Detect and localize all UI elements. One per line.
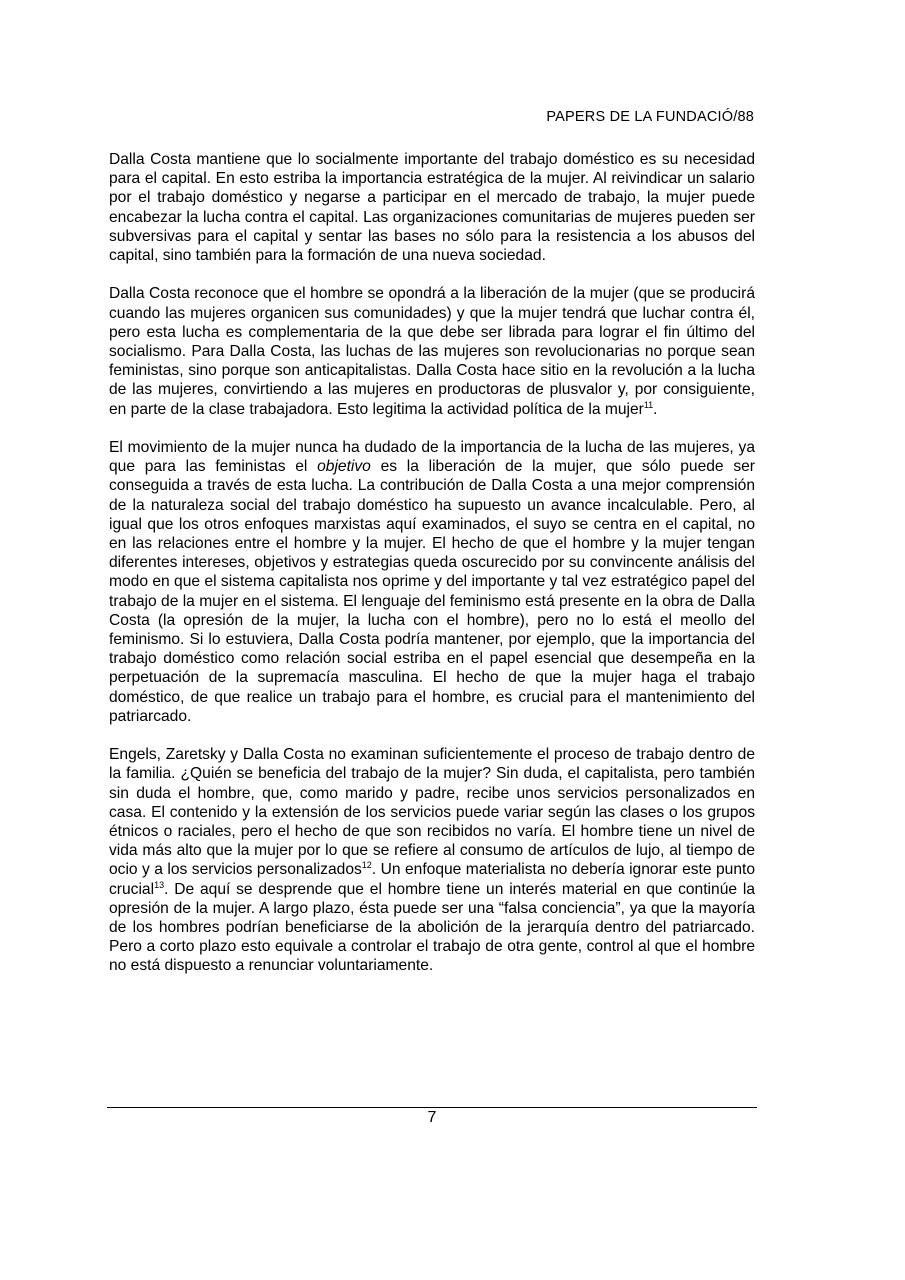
paragraph-2 [109, 284, 755, 418]
paragraph-1: Dalla Costa mantiene que lo socialmente importante del trabajo doméstico es su necesidad para el capital. En esto estriba la importancia estratégica de la mujer. Al reivindicar un salario por el trabajo doméstico y negarse a participar en el mercado de trabajo, la mujer puede encabezar la lucha contra el capital. Las organizaciones comunitarias de mujeres pueden ser subversivas para el capital y sentar las bases no sólo para la resistencia a los abusos del capital, sino también para la formación de una nueva sociedad. [109, 151, 755, 265]
paragraph-3 [109, 438, 755, 726]
footnote-ref-11[interactable]: 11 [643, 399, 654, 410]
paragraph-2-end: . [653, 400, 658, 418]
footnote-ref-12[interactable]: 12 [361, 860, 372, 871]
footnote-ref-13[interactable]: 13 [154, 879, 165, 890]
paragraph-3-text-start: El movimiento de la mujer nunca ha dudado de la importancia de la lucha de las mujeres, ya que para las feministas el [109, 439, 755, 476]
paragraph-4 [109, 745, 755, 975]
footer-divider [107, 1107, 757, 1108]
paragraph-4-part-1: Engels, Zaretsky y Dalla Costa no examinan suficientemente el proceso de trabajo dentro de la familia. ¿Quién se beneficia del trabajo de la mujer? Sin duda, el capitalista, pero también sin duda el hombre, que, como marido y padre, recibe unos servicios personalizados en casa. El contenido y la extensión de los servicios puede variar según las clases o los grupos étnicos o raciales, pero el hecho de que son recibidos no varía. El hombre tiene un nivel de vida más alto que la mujer por lo que se refiere al consumo de artículos de lujo, al tiempo de ocio y a los servicios personalizados [109, 746, 755, 879]
running-header: PAPERS DE LA FUNDACIÓ/88 [546, 109, 754, 125]
paragraph-4-part-2: . Un enfoque materialista no debería ignorar este punto crucial [109, 861, 756, 898]
page-body [109, 150, 755, 995]
paragraph-4-part-3: . De aquí se desprende que el hombre tiene un interés material en que continúe la opresión de la mujer. A largo plazo, ésta puede ser una “falsa conciencia”, ya que la mayoría de los hombres podrían beneficiarse de la abolición de la jerarquía dentro del patriarcado. Pero a corto plazo esto equivale a controlar el trabajo de otra gente, control al que el hombre no está dispuesto a renunciar voluntariamente. [109, 880, 755, 975]
paragraph-3-text-rest: es la liberación de la mujer, que sólo puede ser conseguida a través de esta lucha. La contribución de Dalla Costa a una mejor comprensión de la naturaleza social del trabajo doméstico ha supuesto un avance incalculable. Pero, al igual que los otros enfoques marxistas aquí examinados, el suyo se centra en el capital, no en las relaciones entre el hombre y la mujer. El hecho de que el hombre y la mujer tengan diferentes intereses, objetivos y estrategias queda oscurecido por su convincente análisis del modo en que el sistema capitalista nos oprime y del importante y tal vez estratégico papel del trabajo de la mujer en el sistema. El lenguaje del feminismo está presente en la obra de Dalla Costa (la opresión de la mujer, la lucha con el hombre), pero no lo está el meollo del feminismo. Si lo estuviera, Dalla Costa podría mantener, por ejemplo, que la importancia del trabajo doméstico como relación social estriba en el papel esencial que desempeña en la perpetuación de la supremacía masculina. El hecho de que la mujer haga el trabajo doméstico, de que realice un trabajo para el hombre, es crucial para el mantenimiento del patriarcado. [109, 458, 755, 725]
page-number: 7 [427, 1109, 437, 1126]
italic-term-objetivo: objetivo [317, 458, 371, 476]
paragraph-2-text: Dalla Costa reconoce que el hombre se opondrá a la liberación de la mujer (que se producirá cuando las mujeres organicen sus comunidades) y que la mujer tendrá que luchar contra él, pero esta lucha es complementaria de la que debe ser librada para lograr el fin último del socialismo. Para Dalla Costa, las luchas de las mujeres son revolucionarias no porque sean feministas, sino porque son anticapitalistas. Dalla Costa hace sitio en la revolución a la lucha de las mujeres, convirtiendo a las mujeres en productoras de plusvalor y, por consiguiente, en parte de la clase trabajadora. Esto legitima la actividad política de la mujer [109, 285, 755, 418]
